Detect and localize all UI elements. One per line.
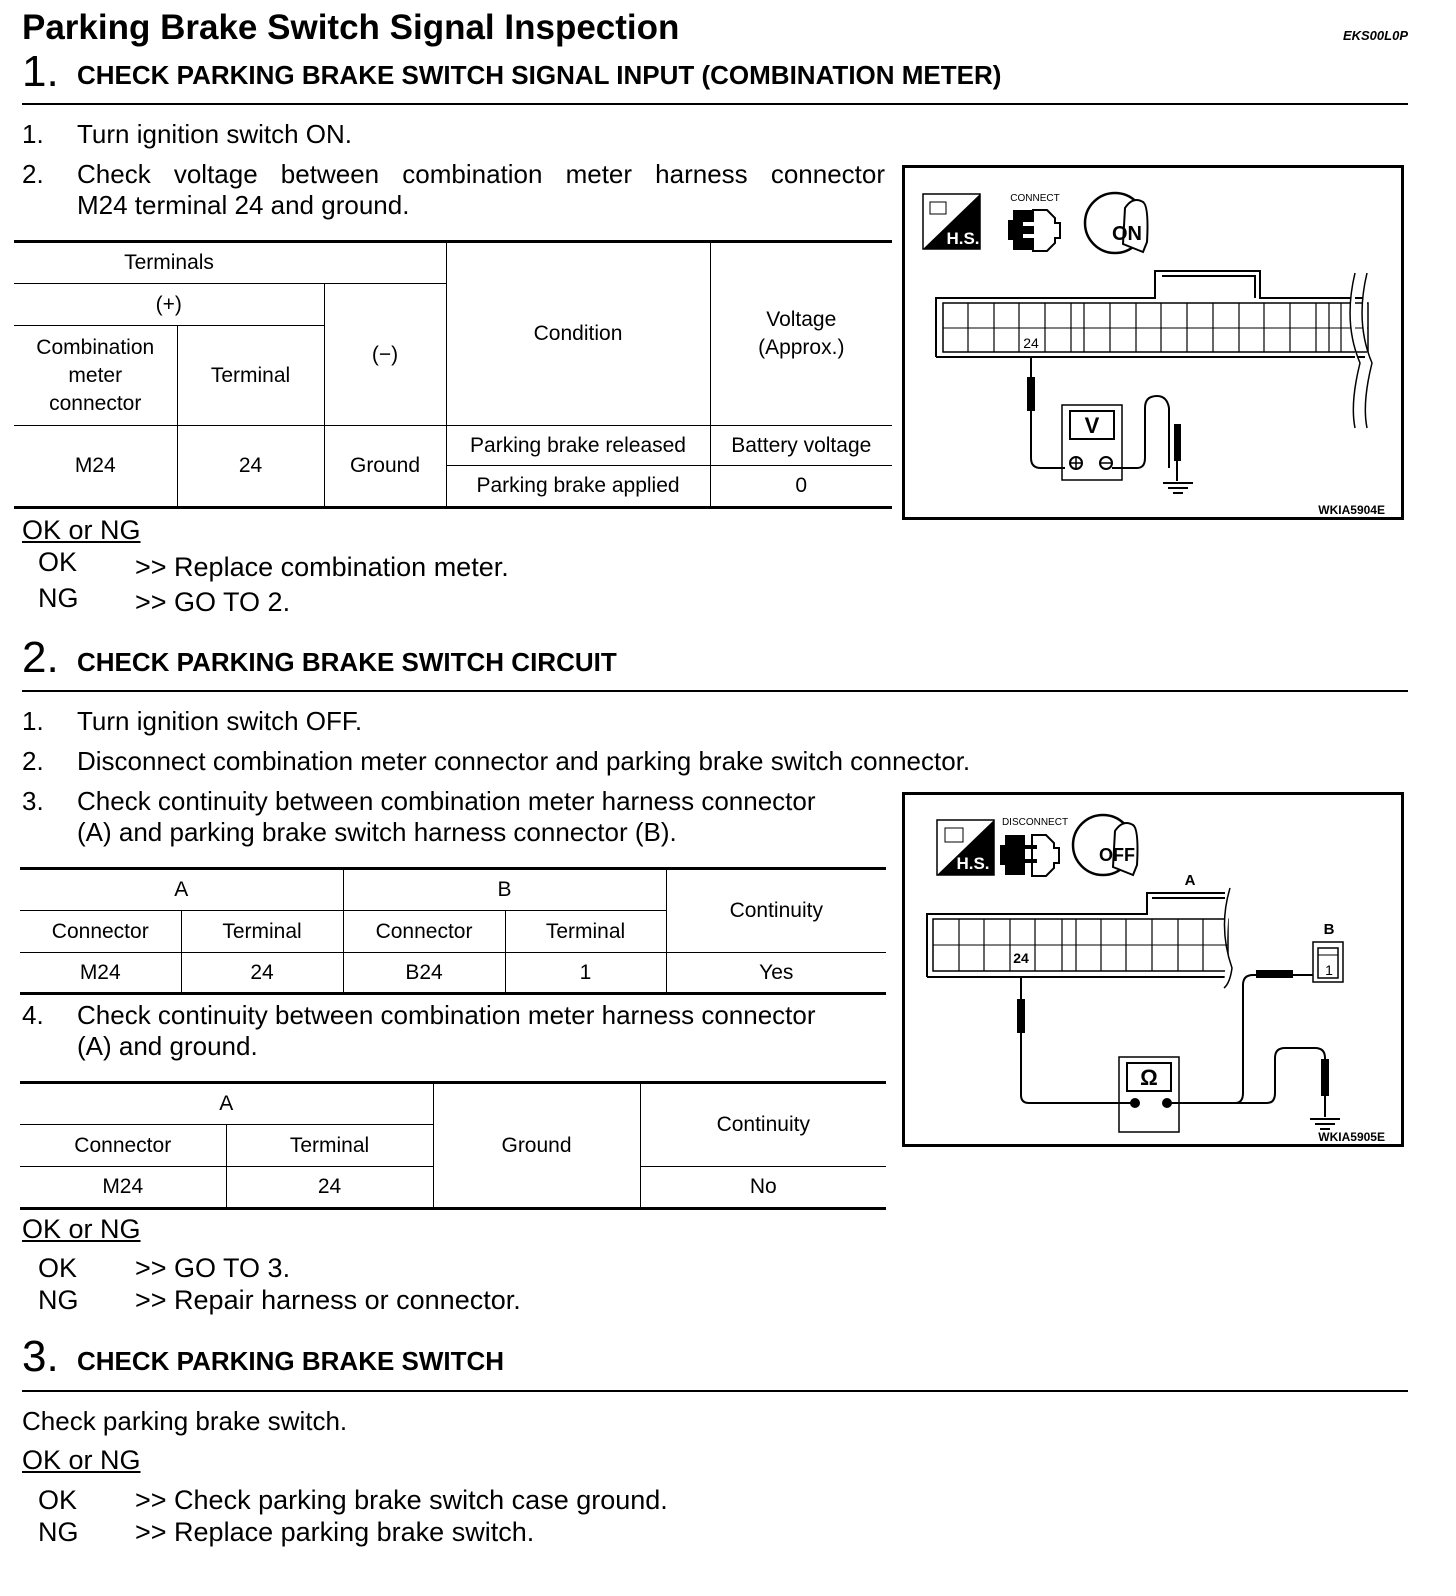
section-2-heading: CHECK PARKING BRAKE SWITCH CIRCUIT xyxy=(77,647,617,677)
ok-or-ng-label: OK or NG xyxy=(22,1445,141,1475)
svg-text:ON: ON xyxy=(1112,223,1142,245)
divider xyxy=(22,103,1408,105)
cell-condition: Parking brake released xyxy=(446,426,710,466)
diagram-svg xyxy=(905,168,1401,517)
step-number: 3. xyxy=(22,786,44,816)
header-plus: (+) xyxy=(14,284,324,326)
instruction-text: Check parking brake switch. xyxy=(22,1406,348,1436)
result-action: >> Check parking brake switch case ground. xyxy=(135,1485,668,1515)
cell-condition: Parking brake applied xyxy=(446,466,710,508)
section-2-number: 2. xyxy=(22,633,59,682)
svg-text:H.S.: H.S. xyxy=(956,854,990,873)
divider xyxy=(22,1390,1408,1392)
result-key: OK xyxy=(38,1253,78,1283)
terminal-24-label: 24 xyxy=(1013,950,1029,966)
header-minus: (−) xyxy=(324,284,446,426)
diagram-svg xyxy=(905,795,1401,1144)
cell-continuity: Yes xyxy=(666,953,886,994)
step-text: Check voltage between combination meter harness connector xyxy=(77,159,885,189)
header-terminals: Terminals xyxy=(14,242,324,284)
step-text: (A) and ground. xyxy=(77,1031,258,1061)
cell-voltage: Battery voltage xyxy=(710,426,892,466)
terminal-24-label: 24 xyxy=(1023,335,1039,351)
header-a: A xyxy=(20,869,343,911)
header-connector: Connector xyxy=(20,911,181,953)
cell-connector: M24 xyxy=(20,1167,226,1209)
cell-terminal: 24 xyxy=(177,426,324,508)
ok-or-ng-label: OK or NG xyxy=(22,515,141,545)
step-text: Disconnect combination meter connector and parking brake switch connector. xyxy=(77,746,971,776)
cell-voltage: 0 xyxy=(710,466,892,508)
connector-connected-icon xyxy=(1008,210,1060,251)
header-voltage: Voltage (Approx.) xyxy=(710,242,892,426)
header-ground: Ground xyxy=(433,1083,640,1209)
result-key: NG xyxy=(38,1517,79,1547)
hs-icon xyxy=(937,820,994,875)
cell-a-connector: M24 xyxy=(20,953,181,994)
cell-a-terminal: 24 xyxy=(181,953,343,994)
result-key: OK xyxy=(38,547,78,577)
section-1-number: 1. xyxy=(22,47,59,96)
result-key: NG xyxy=(38,1285,79,1315)
header-connector: Connector xyxy=(343,911,505,953)
header-terminal: Terminal xyxy=(505,911,666,953)
cell-terminal: 24 xyxy=(226,1167,433,1209)
svg-text:OFF: OFF xyxy=(1099,845,1135,865)
step-number: 2. xyxy=(22,746,44,776)
ignition-key-off-icon xyxy=(1073,815,1138,875)
page-title: Parking Brake Switch Signal Inspection xyxy=(22,8,680,47)
header-condition: Condition xyxy=(446,242,710,426)
header-connector: Combination meter connector xyxy=(14,326,177,426)
wiring-diagram-continuity xyxy=(902,792,1404,1147)
cell-connector: M24 xyxy=(14,426,177,508)
step-number: 1. xyxy=(22,706,44,736)
header-continuity: Continuity xyxy=(640,1083,886,1167)
connector-disconnected-icon xyxy=(1000,835,1059,876)
continuity-table-a-b xyxy=(20,867,886,995)
section-1-heading: CHECK PARKING BRAKE SWITCH SIGNAL INPUT (COMBINATION METER) xyxy=(77,60,1002,90)
connector-m24 xyxy=(936,271,1372,428)
voltmeter-label: V xyxy=(1084,413,1100,438)
header-terminal: Terminal xyxy=(181,911,343,953)
step-text: Check continuity between combination meter harness connector xyxy=(77,1000,816,1030)
step-number: 1. xyxy=(22,119,44,149)
result-action: >> GO TO 3. xyxy=(135,1253,291,1283)
hs-icon xyxy=(923,194,980,249)
ignition-key-on-icon xyxy=(1085,193,1148,253)
header-connector: Connector xyxy=(20,1125,226,1167)
result-key: NG xyxy=(38,583,79,613)
step-text: M24 terminal 24 and ground. xyxy=(77,190,410,220)
cell-b-connector: B24 xyxy=(343,953,505,994)
voltmeter xyxy=(1028,357,1193,493)
result-action: >> Replace parking brake switch. xyxy=(135,1517,535,1547)
terminal-1-label: 1 xyxy=(1325,962,1333,978)
step-text: Turn ignition switch OFF. xyxy=(77,706,363,736)
header-b: B xyxy=(343,869,666,911)
cell-ground: Ground xyxy=(324,426,446,508)
step-text: Check continuity between combination meter harness connector xyxy=(77,786,816,816)
result-action: >> Repair harness or connector. xyxy=(135,1285,521,1315)
cell-continuity: No xyxy=(640,1167,886,1209)
result-action: >> GO TO 2. xyxy=(135,587,291,617)
connector-a-label: A xyxy=(1184,872,1196,889)
connector-m24 xyxy=(927,888,1232,988)
step-text: Turn ignition switch ON. xyxy=(77,119,353,149)
continuity-table-ground xyxy=(20,1081,886,1210)
step-number: 2. xyxy=(22,159,44,189)
section-3-number: 3. xyxy=(22,1332,59,1381)
result-action: >> Replace combination meter. xyxy=(135,552,509,582)
header-terminal: Terminal xyxy=(177,326,324,426)
figure-code: WKIA5905E xyxy=(1318,1130,1385,1144)
result-key: OK xyxy=(38,1485,78,1515)
ohmmeter xyxy=(1018,971,1340,1132)
ok-or-ng-label: OK or NG xyxy=(22,1214,141,1244)
section-3-heading: CHECK PARKING BRAKE SWITCH xyxy=(77,1346,505,1376)
disconnect-label: DISCONNECT xyxy=(1001,817,1069,828)
cell-b-terminal: 1 xyxy=(505,953,666,994)
step-text: (A) and parking brake switch harness connector (B). xyxy=(77,817,677,847)
connector-b-label: B xyxy=(1323,921,1335,938)
step-number: 4. xyxy=(22,1000,44,1030)
header-terminal: Terminal xyxy=(226,1125,433,1167)
figure-code: WKIA5904E xyxy=(1318,503,1385,517)
header-continuity: Continuity xyxy=(666,869,886,953)
divider xyxy=(22,690,1408,692)
voltage-table xyxy=(14,240,892,509)
connect-label: CONNECT xyxy=(1010,193,1060,204)
wiring-diagram-voltage xyxy=(902,165,1404,520)
header-a: A xyxy=(20,1083,433,1125)
ohmmeter-label: Ω xyxy=(1140,1065,1158,1090)
svg-text:H.S.: H.S. xyxy=(946,229,980,248)
document-code: EKS00L0P xyxy=(1342,28,1408,43)
